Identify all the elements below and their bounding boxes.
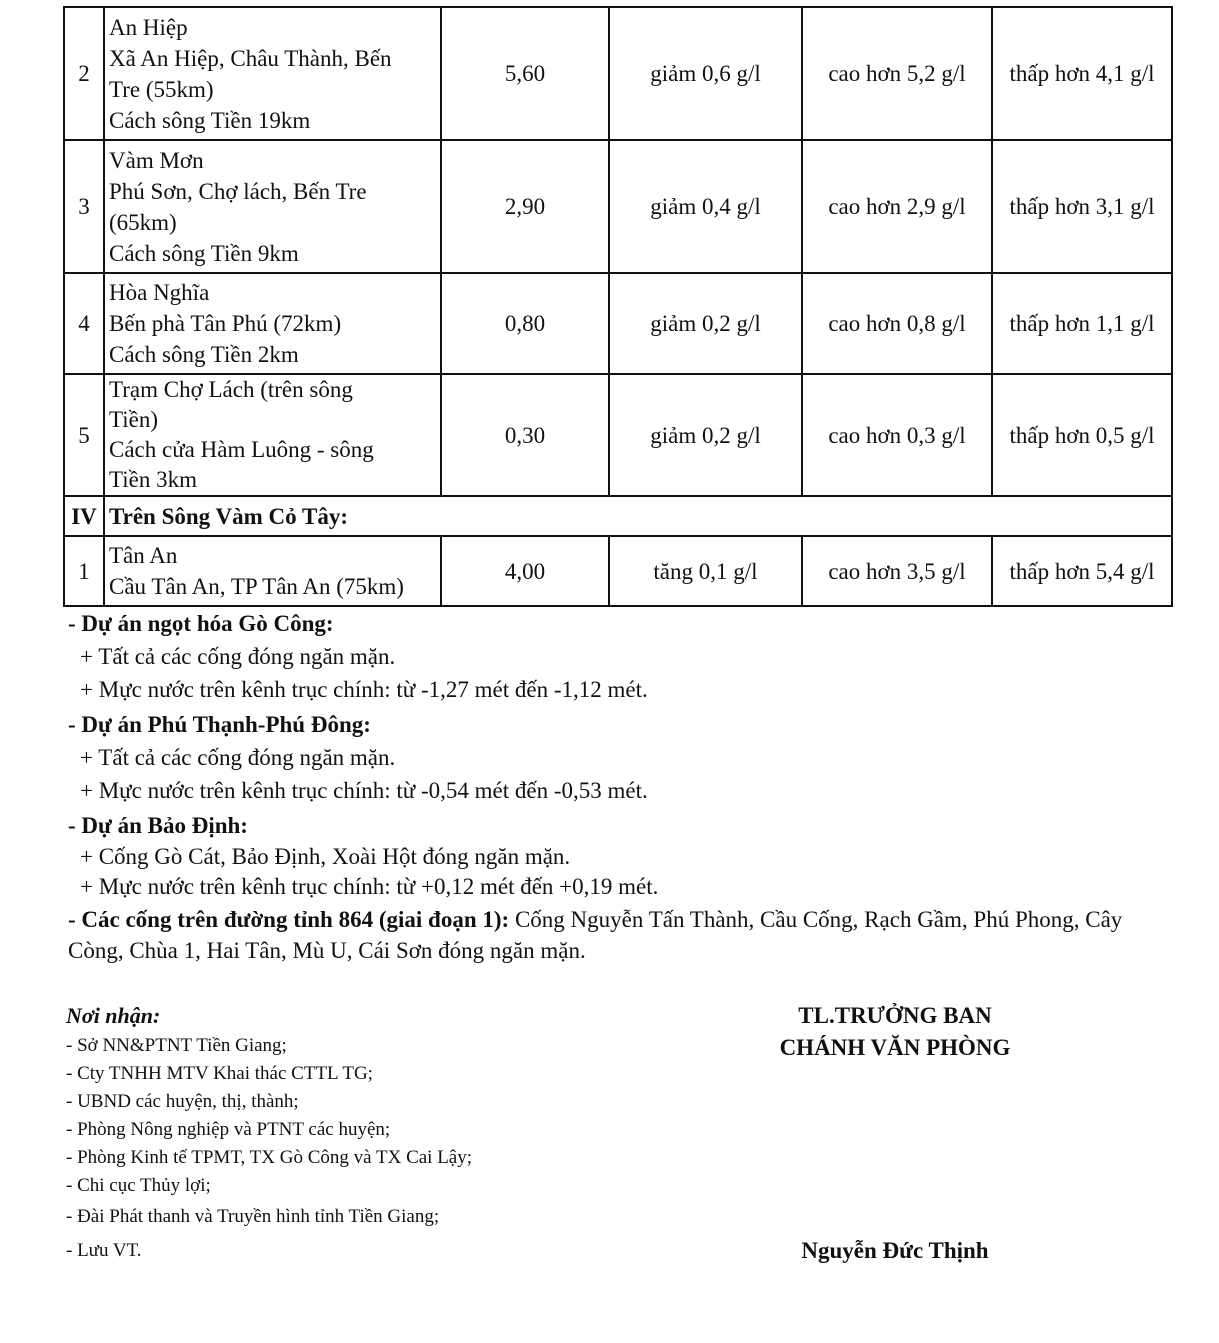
location-line: Trạm Chợ Lách (trên sông: [109, 377, 353, 402]
route-864-heading: - Các cống trên đường tỉnh 864 (giai đoạn 1):: [68, 907, 510, 932]
project-notes: [68, 608, 1178, 966]
location-line: Phú Sơn, Chợ lách, Bến Tre: [109, 178, 367, 204]
project-heading-bao-dinh: - Dự án Bảo Định:: [68, 813, 248, 838]
location-cell: [104, 374, 441, 496]
recipients-title: Nơi nhận:: [66, 1003, 161, 1028]
section-number: IV: [64, 496, 104, 536]
project-item: + Mực nước trên kênh trục chính: từ -0,54 mét đến -0,53 mét.: [80, 778, 648, 803]
salinity-value: 0,80: [441, 273, 609, 374]
location-line: Cách cửa Hàm Luông - sông: [109, 437, 374, 462]
project-item: + Cống Gò Cát, Bảo Định, Xoài Hột đóng ngăn mặn.: [80, 844, 571, 869]
project-item: + Mực nước trên kênh trục chính: từ +0,12 mét đến +0,19 mét.: [80, 874, 659, 899]
location-cell: [104, 7, 441, 140]
recipient-item: - Lưu VT.: [66, 1240, 142, 1261]
table-row: [64, 374, 1172, 496]
row-number: 4: [64, 273, 104, 374]
table-row: [64, 7, 1172, 140]
change-value: giảm 0,6 g/l: [609, 7, 802, 140]
recipient-item: - Phòng Kinh tế TPMT, TX Gò Công và TX Cai Lậy;: [66, 1147, 473, 1168]
salinity-table: [63, 6, 1173, 607]
table-row: [64, 140, 1172, 273]
recipient-item: - UBND các huyện, thị, thành;: [66, 1091, 299, 1112]
change-value: giảm 0,4 g/l: [609, 140, 802, 273]
signature-title-line1: TL.TRƯỞNG BAN: [798, 1003, 992, 1028]
section-row: [64, 496, 1172, 536]
lower-than-value: thấp hơn 3,1 g/l: [992, 140, 1172, 273]
signature-title-line2: CHÁNH VĂN PHÒNG: [779, 1035, 1011, 1060]
higher-than-value: cao hơn 0,3 g/l: [802, 374, 992, 496]
row-number: 1: [64, 536, 104, 606]
location-line: Cách sông Tiền 19km: [109, 107, 311, 133]
recipient-item: - Đài Phát thanh và Truyền hình tỉnh Tiền Giang;: [66, 1206, 440, 1227]
higher-than-value: cao hơn 0,8 g/l: [802, 273, 992, 374]
location-line: Hòa Nghĩa: [109, 280, 210, 305]
route-864-paragraph: [68, 904, 1178, 966]
recipient-item: - Sở NN&PTNT Tiền Giang;: [66, 1035, 287, 1056]
higher-than-value: cao hơn 3,5 g/l: [802, 536, 992, 606]
change-value: tăng 0,1 g/l: [609, 536, 802, 606]
higher-than-value: cao hơn 5,2 g/l: [802, 7, 992, 140]
lower-than-value: thấp hơn 5,4 g/l: [992, 536, 1172, 606]
recipient-item: - Phòng Nông nghiệp và PTNT các huyện;: [66, 1119, 391, 1140]
route-864-text: Cống Nguyễn Tấn Thành, Cầu Cống, Rạch Gầm, Phú Phong, Cây Còng, Chùa 1, Hai Tân, Mù U, Cái Sơn đóng ngăn mặn.: [68, 907, 1123, 963]
project-heading-go-cong: - Dự án ngọt hóa Gò Công:: [68, 611, 334, 636]
higher-than-value: cao hơn 2,9 g/l: [802, 140, 992, 273]
project-item: + Mực nước trên kênh trục chính: từ -1,27 mét đến -1,12 mét.: [80, 677, 648, 702]
location-line: Cách sông Tiền 2km: [109, 342, 299, 367]
salinity-value: 2,90: [441, 140, 609, 273]
location-line: Bến phà Tân Phú (72km): [109, 311, 342, 336]
location-line: Tân An: [109, 543, 178, 568]
project-heading-phu-thanh: - Dự án Phú Thạnh-Phú Đông:: [68, 712, 371, 737]
lower-than-value: thấp hơn 0,5 g/l: [992, 374, 1172, 496]
row-number: 5: [64, 374, 104, 496]
location-line: Tiền): [109, 407, 158, 432]
recipients-block: [66, 1000, 472, 1268]
row-number: 3: [64, 140, 104, 273]
location-line: An Hiệp: [109, 14, 188, 40]
table-row: [64, 273, 1172, 374]
section-title: Trên Sông Vàm Cỏ Tây:: [104, 496, 1172, 536]
change-value: giảm 0,2 g/l: [609, 273, 802, 374]
salinity-value: 0,30: [441, 374, 609, 496]
location-line: Cầu Tân An, TP Tân An (75km): [109, 574, 404, 599]
location-cell: [104, 536, 441, 606]
change-value: giảm 0,2 g/l: [609, 374, 802, 496]
location-line: Vàm Mơn: [109, 147, 204, 173]
lower-than-value: thấp hơn 1,1 g/l: [992, 273, 1172, 374]
location-cell: [104, 273, 441, 374]
location-line: Cách sông Tiền 9km: [109, 240, 299, 266]
recipient-item: - Chi cục Thủy lợi;: [66, 1175, 211, 1196]
salinity-value: 4,00: [441, 536, 609, 606]
location-line: Tiền 3km: [109, 467, 197, 492]
signature-block: [690, 1000, 1100, 1263]
signatory-name: Nguyễn Đức Thịnh: [801, 1238, 989, 1263]
salinity-value: 5,60: [441, 7, 609, 140]
location-line: Xã An Hiệp, Châu Thành, Bến: [109, 45, 392, 71]
location-line: Tre (55km): [109, 76, 214, 102]
row-number: 2: [64, 7, 104, 140]
recipient-item: - Cty TNHH MTV Khai thác CTTL TG;: [66, 1063, 373, 1084]
table-row: [64, 536, 1172, 606]
location-cell: [104, 140, 441, 273]
project-item: + Tất cả các cống đóng ngăn mặn.: [80, 644, 396, 669]
project-item: + Tất cả các cống đóng ngăn mặn.: [80, 745, 396, 770]
salinity-table-body: [64, 7, 1172, 606]
location-line: (65km): [109, 209, 177, 235]
lower-than-value: thấp hơn 4,1 g/l: [992, 7, 1172, 140]
